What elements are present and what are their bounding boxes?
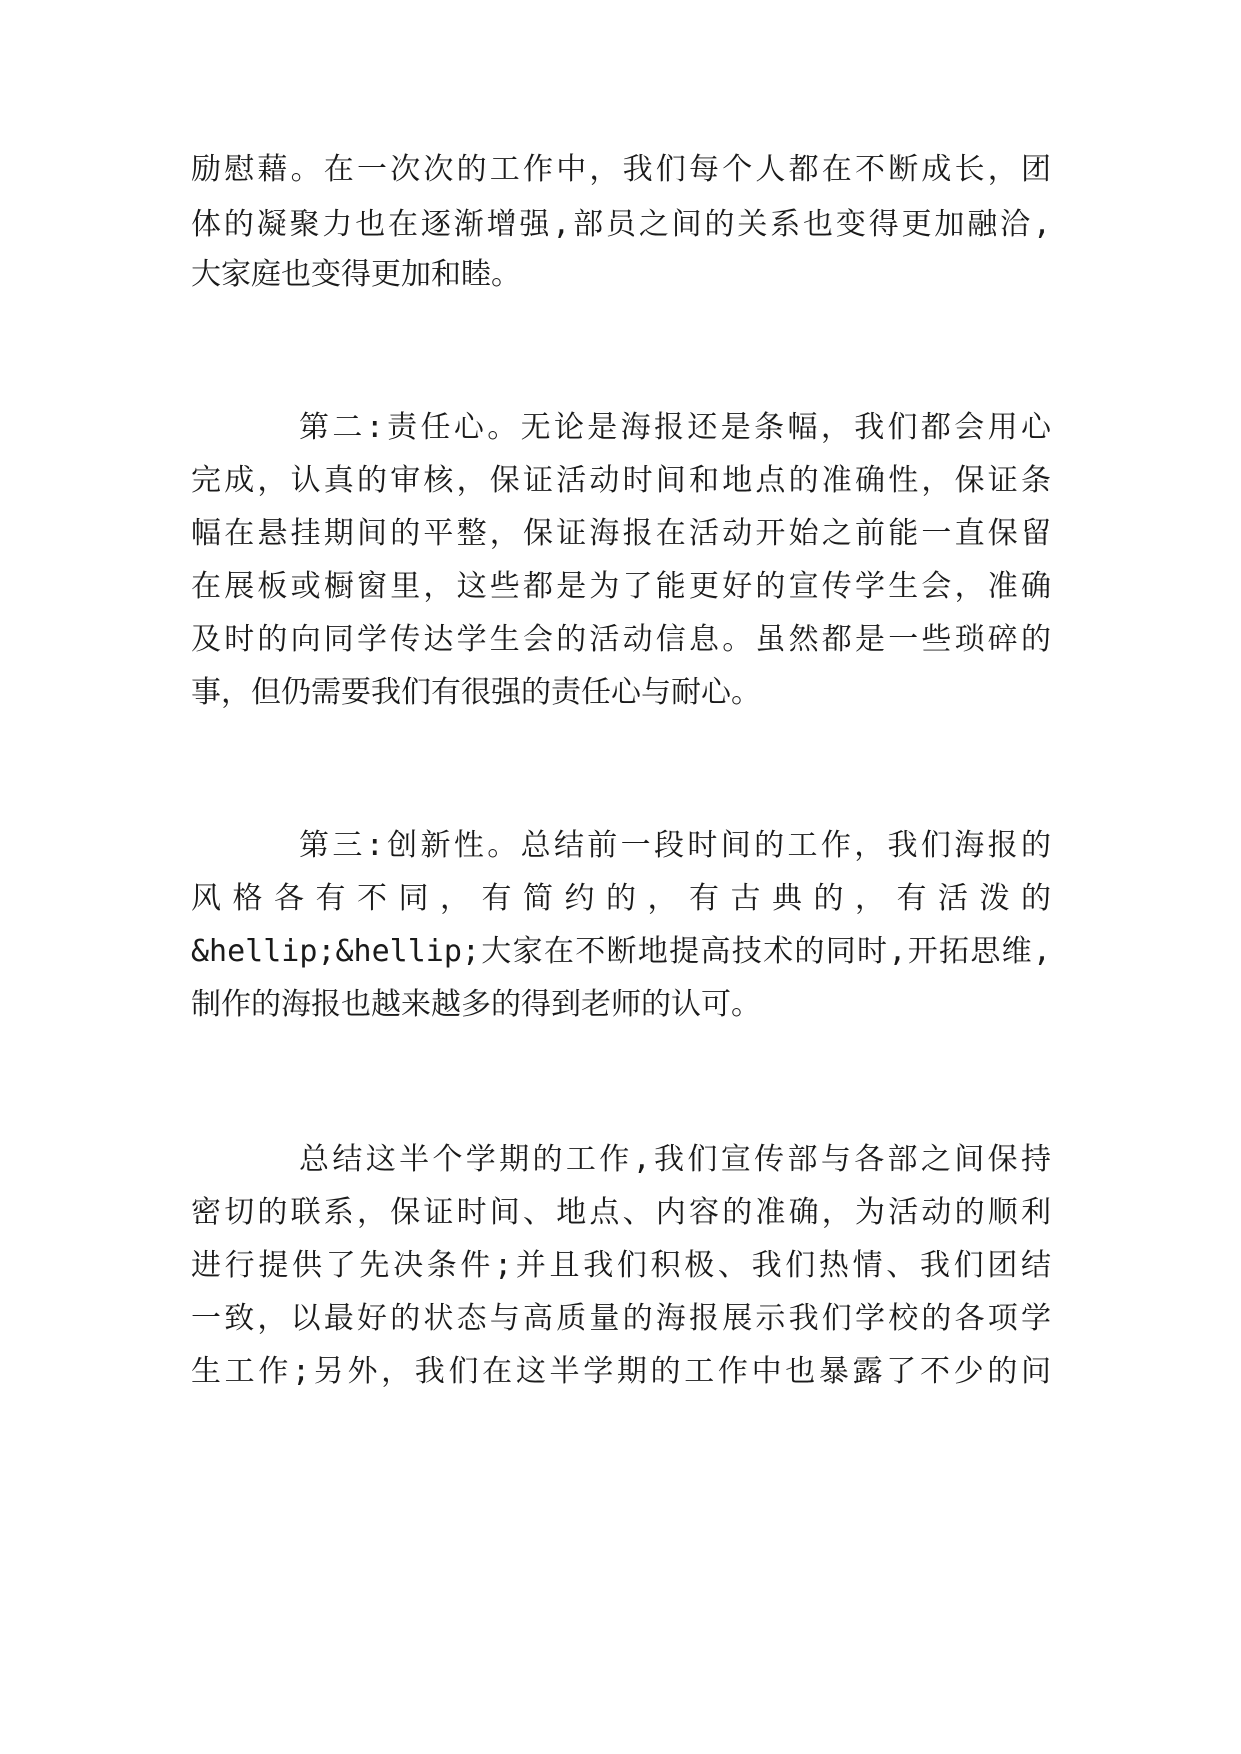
paragraph-3-line-1: 第三:创新性。总结前一段时间的工作，我们海报的 <box>299 828 1051 863</box>
paragraph-2-line-5: 及时的向同学传达学生会的活动信息。虽然都是一些琐碎的 <box>191 622 1051 657</box>
paragraph-1-line-3: 大家庭也变得更加和睦。 <box>191 257 521 292</box>
paragraph-4-line-3: 进行提供了先决条件;并且我们积极、我们热情、我们团结 <box>191 1248 1051 1283</box>
paragraph-3-line-3: &hellip;&hellip;大家在不断地提高技术的同时,开拓思维, <box>191 934 1051 969</box>
paragraph-2-line-4: 在展板或橱窗里，这些都是为了能更好的宣传学生会，准确 <box>191 569 1051 604</box>
paragraph-4-line-2: 密切的联系，保证时间、地点、内容的准确，为活动的顺利 <box>191 1195 1051 1230</box>
paragraph-3-line-2: 风格各有不同，有简约的，有古典的，有活泼的 <box>191 881 1051 916</box>
paragraph-4-line-5: 生工作;另外，我们在这半学期的工作中也暴露了不少的问 <box>191 1354 1051 1389</box>
paragraph-4-line-1: 总结这半个学期的工作,我们宣传部与各部之间保持 <box>299 1142 1051 1177</box>
paragraph-2-line-1: 第二:责任心。无论是海报还是条幅，我们都会用心 <box>299 410 1051 445</box>
paragraph-1-line-1: 励慰藉。在一次次的工作中，我们每个人都在不断成长，团 <box>191 152 1051 187</box>
paragraph-2-line-3: 幅在悬挂期间的平整，保证海报在活动开始之前能一直保留 <box>191 516 1051 551</box>
paragraph-2-line-2: 完成，认真的审核，保证活动时间和地点的准确性，保证条 <box>191 463 1051 498</box>
paragraph-1-line-2: 体的凝聚力也在逐渐增强,部员之间的关系也变得更加融洽, <box>191 207 1051 242</box>
paragraph-3-line-4: 制作的海报也越来越多的得到老师的认可。 <box>191 987 761 1022</box>
paragraph-2-line-6: 事，但仍需要我们有很强的责任心与耐心。 <box>191 675 761 710</box>
paragraph-4-line-4: 一致，以最好的状态与高质量的海报展示我们学校的各项学 <box>191 1301 1051 1336</box>
